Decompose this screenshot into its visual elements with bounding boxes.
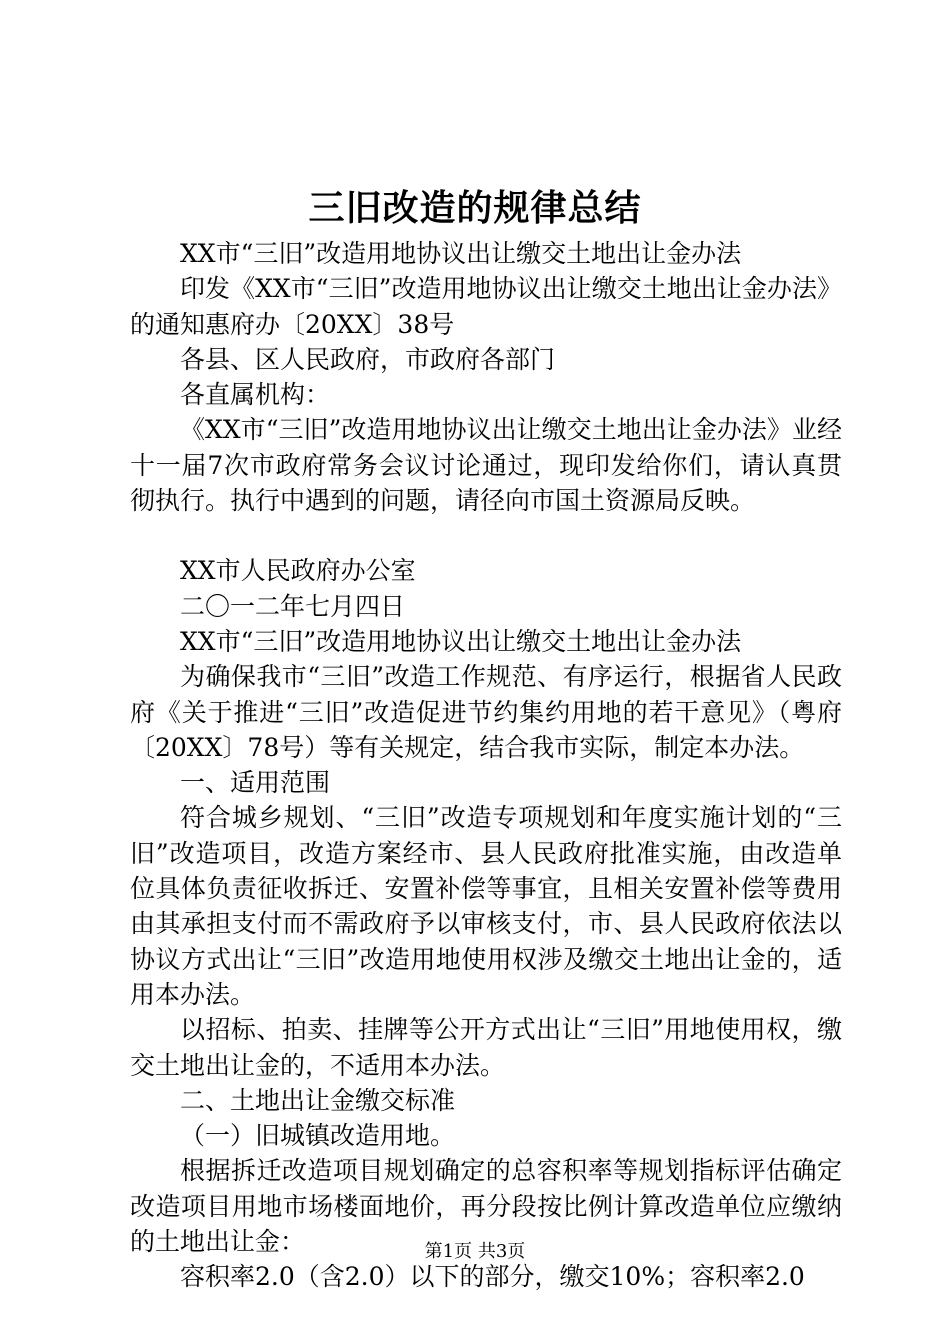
- paragraph-recipients-agencies: 各直属机构：: [180, 380, 331, 410]
- paragraph-approval: 《XX市“三旧”改造用地协议出让缴交土地出让金办法》业经十一届7次市政府常务会议讨论通过，现印发给你们，请认真贯彻执行。执行中遇到的问题，请径向市国土资源局反映。: [130, 415, 842, 516]
- paragraph-purpose: 为确保我市“三旧”改造工作规范、有序运行，根据省人民政府《关于推进“三旧”改造促进节约集约用地的若干意见》（粤府〔20XX〕78号）等有关规定，结合我市实际，制定本办法。: [130, 662, 842, 762]
- section-heading-standard: 二、土地出让金缴交标准: [180, 1085, 456, 1115]
- paragraph-exclusion: 以招标、拍卖、挂牌等公开方式出让“三旧”用地使用权，缴交土地出让金的，不适用本办法。: [130, 1015, 842, 1080]
- paragraph-notice: 印发《XX市“三旧”改造用地协议出让缴交土地出让金办法》的通知惠府办〔20XX〕38号: [130, 274, 842, 339]
- section-heading-scope: 一、适用范围: [180, 768, 331, 798]
- paragraph-issuer: XX市人民政府办公室: [180, 556, 416, 586]
- paragraph-heading-method: XX市“三旧”改造用地协议出让缴交土地出让金办法: [180, 239, 742, 268]
- paragraph-method-title: XX市“三旧”改造用地协议出让缴交土地出让金办法: [180, 626, 742, 656]
- blank-line: [130, 518, 842, 553]
- paragraph-plot-ratio: 容积率2.0（含2.0）以下的部分，缴交10%；容积率2.0: [180, 1262, 805, 1292]
- paragraph-calculation: 根据拆迁改造项目规划确定的总容积率等规划指标评估确定改造项目用地市场楼面地价，再分段按比例计算改造单位应缴纳的土地出让金：: [130, 1156, 842, 1257]
- document-body: [130, 236, 842, 1295]
- paragraph-date: 二〇一二年七月四日: [180, 591, 406, 621]
- page-footer: 第1页 共3页: [424, 1241, 526, 1262]
- document-title: 三旧改造的规律总结: [308, 187, 642, 229]
- paragraph-scope: 符合城乡规划、“三旧”改造专项规划和年度实施计划的“三旧”改造项目，改造方案经市、县人民政府批准实施，由改造单位具体负责征收拆迁、安置补偿等事宜，且相关安置补偿等费用由其承担支付而不需政府予以审核支付，市、县人民政府依法以协议方式出让“三旧”改造用地使用权涉及缴交土地出让金的，适用本办法。: [130, 803, 842, 1009]
- subsection-heading-old-town: （一）旧城镇改造用地。: [180, 1121, 456, 1151]
- paragraph-recipients: 各县、区人民政府，市政府各部门: [180, 344, 556, 374]
